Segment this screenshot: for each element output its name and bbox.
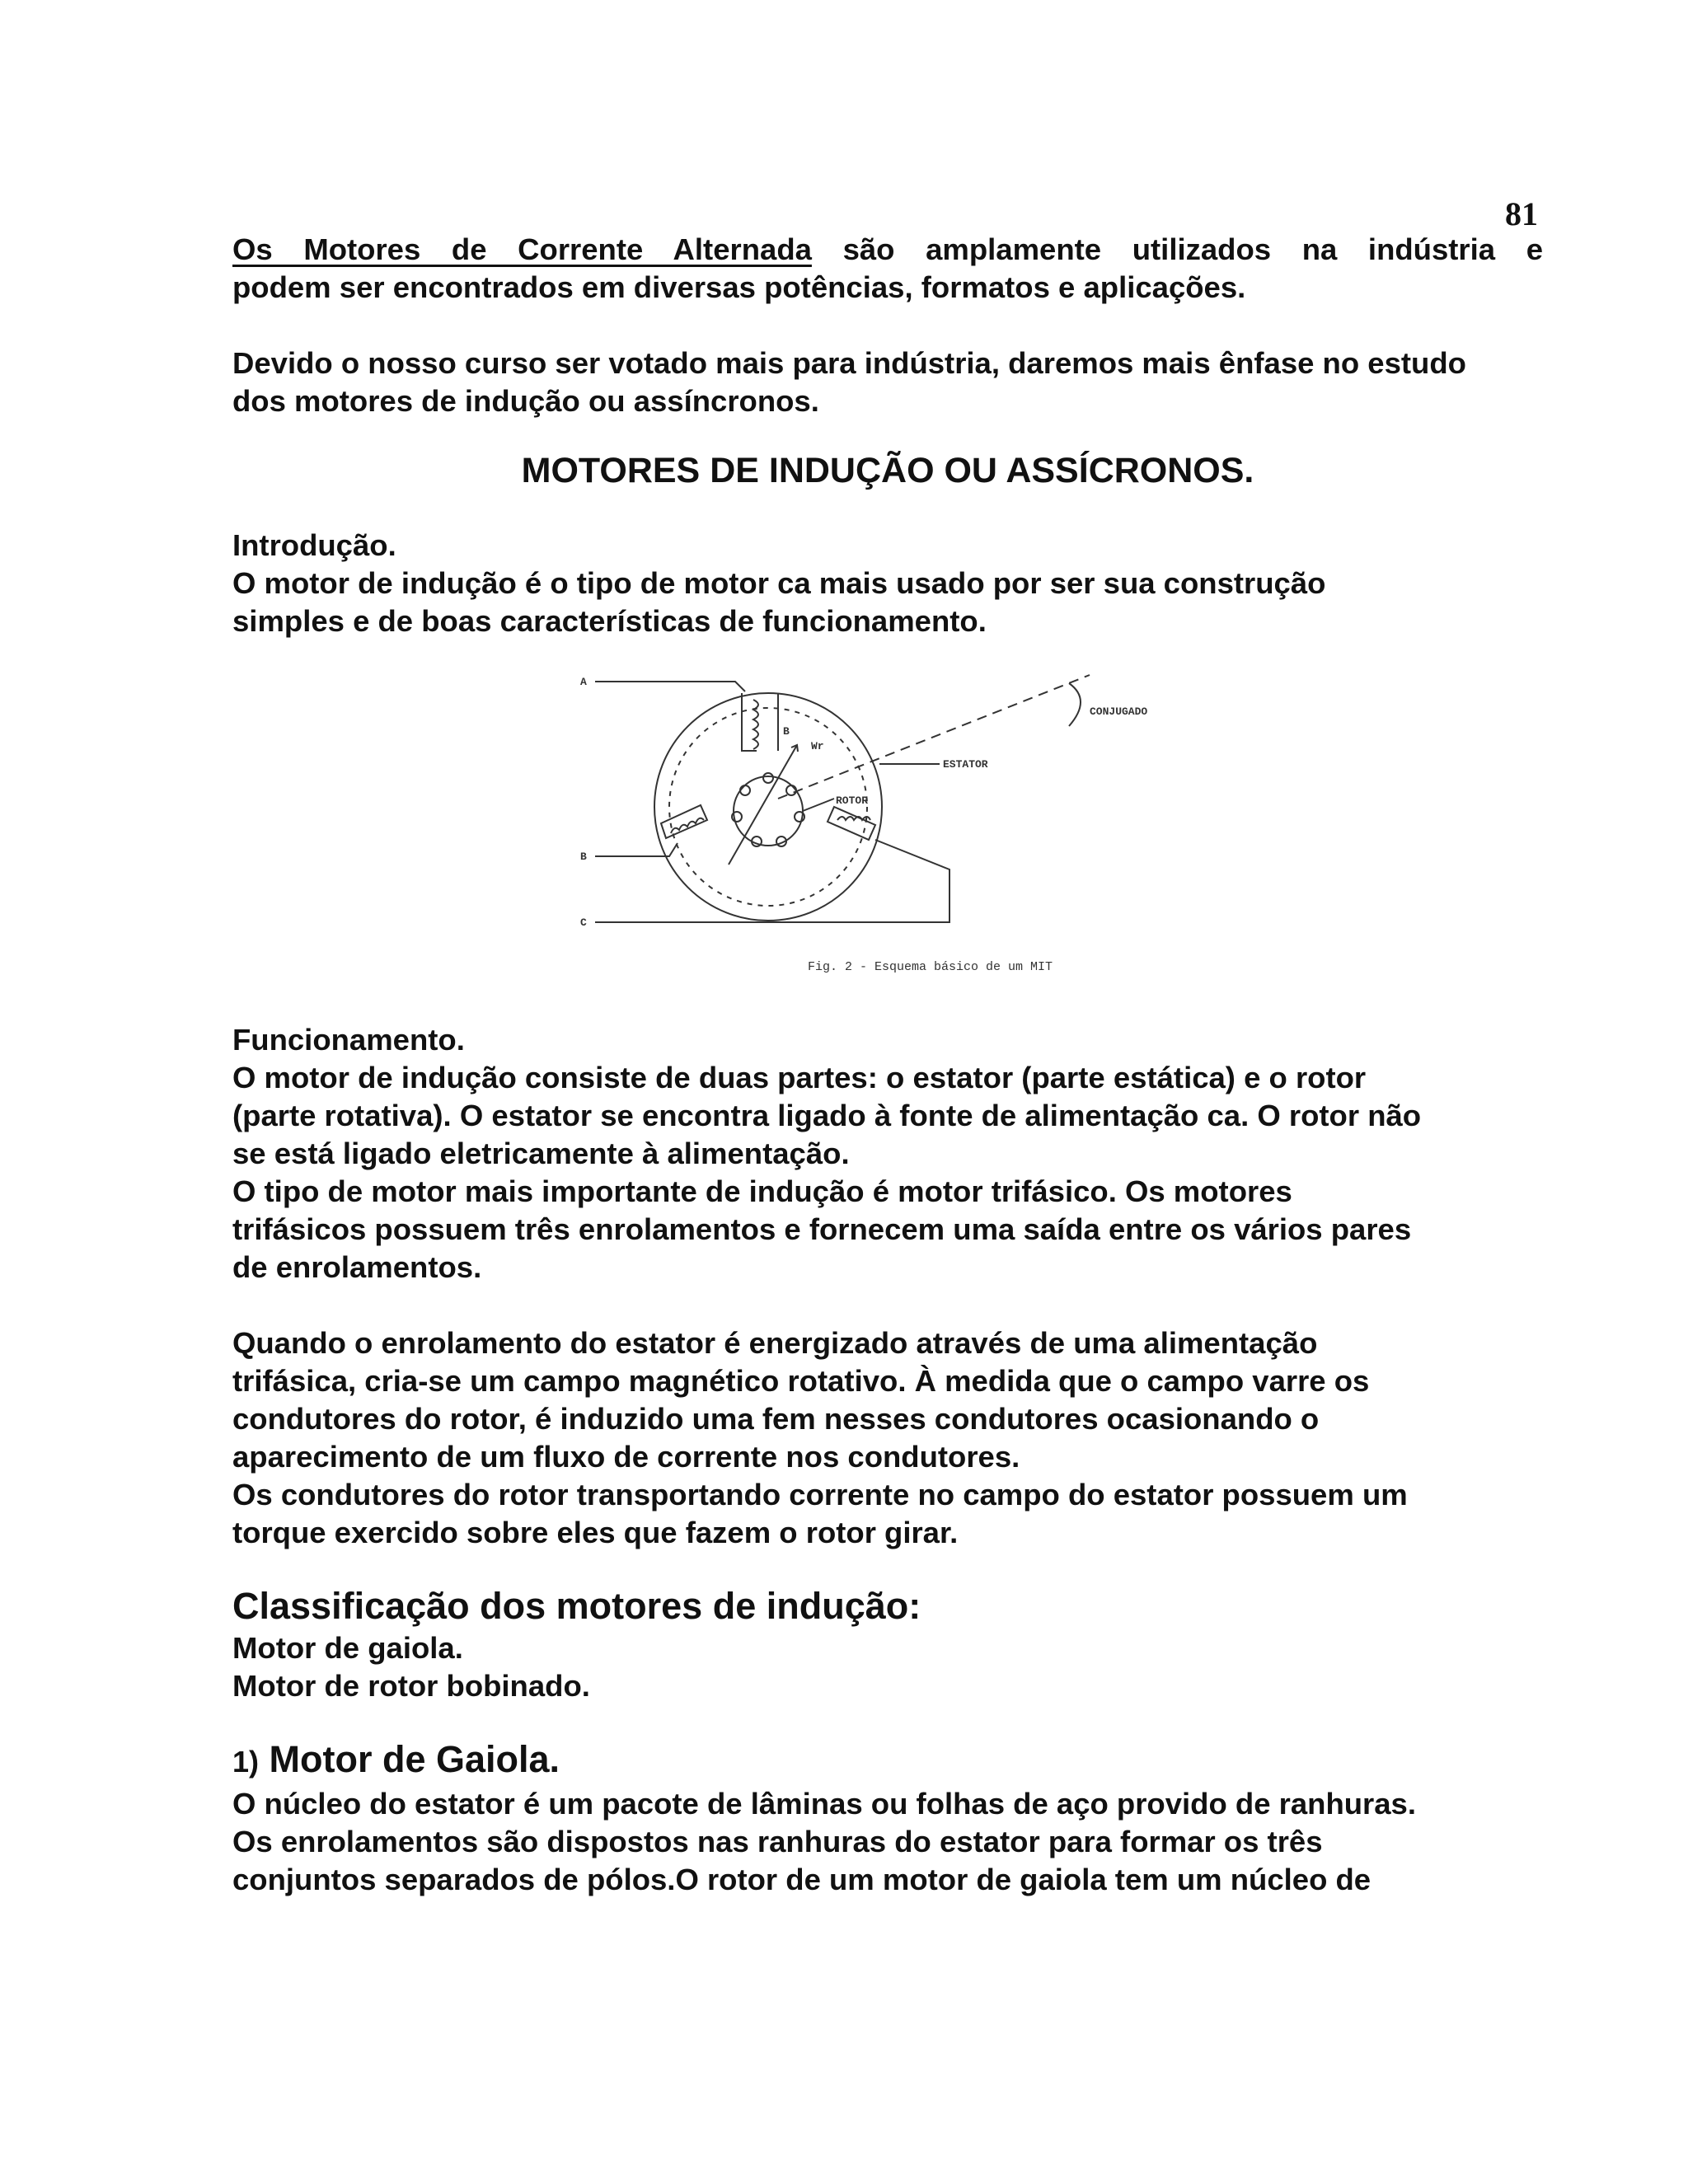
para3-line: trifásica, cria-se um campo magnético rotativo. À medida que o campo varre os (232, 1364, 1370, 1398)
classif-heading: Classificação dos motores de indução: (232, 1585, 921, 1627)
func-line: se está ligado eletricamente à alimentação. (232, 1137, 850, 1170)
para3-line: Quando o enrolamento do estator é energizado através de uma alimentação (232, 1326, 1318, 1360)
stator-outer-ring (654, 693, 882, 921)
wire-a (595, 682, 745, 691)
para3-line: aparecimento de um fluxo de corrente nos condutores. (232, 1440, 1020, 1474)
label-conjugado: CONJUGADO (1090, 705, 1148, 718)
rotor-circle (734, 776, 803, 846)
func-heading: Funcionamento. (232, 1023, 465, 1057)
func-line: trifásicos possuem três enrolamentos e fornecem uma saída entre os vários pares (232, 1212, 1412, 1246)
para1-line2: podem ser encontrados em diversas potências, formatos e aplicações. (232, 270, 1246, 304)
label-b-field: B (783, 725, 790, 738)
classif-item: Motor de rotor bobinado. (232, 1669, 590, 1703)
func-line: (parte rotativa). O estator se encontra ligado à fonte de alimentação ca. O rotor não (232, 1099, 1422, 1132)
para3-line: Os condutores do rotor transportando corrente no campo do estator possuem um (232, 1478, 1408, 1511)
conjugado-arc (1069, 683, 1081, 726)
gaiola-line: O núcleo do estator é um pacote de lâminas ou folhas de aço provido de ranhuras. (232, 1787, 1416, 1821)
para2-line2: dos motores de indução ou assíncronos. (232, 384, 819, 418)
gaiola-line: conjuntos separados de pólos.O rotor de um motor de gaiola tem um núcleo de (232, 1863, 1372, 1896)
page-body (232, 231, 1543, 1899)
label-rotor: ROTOR (836, 794, 869, 807)
label-a: A (580, 676, 587, 688)
pole-top (742, 693, 757, 751)
section-title: MOTORES DE INDUÇÃO OU ASSÍCRONOS. (521, 451, 1254, 490)
label-b: B (580, 851, 587, 863)
wire-c (595, 840, 950, 922)
gaiola-line: Os enrolamentos são dispostos nas ranhuras do estator para formar os três (232, 1825, 1323, 1858)
label-c: C (580, 916, 587, 929)
intro-line1: O motor de indução é o tipo de motor ca mais usado por ser sua construção (232, 566, 1326, 600)
conjugado-line (778, 675, 1090, 799)
rotor-leader (803, 799, 834, 811)
func-line: de enrolamentos. (232, 1250, 482, 1284)
func-line: O tipo de motor mais importante de indução é motor trifásico. Os motores (232, 1174, 1292, 1208)
motor-diagram-figure (232, 658, 1543, 1005)
coil-left (671, 818, 704, 833)
underlined-phrase: Os Motores de Corrente Alternada (232, 232, 812, 266)
intro-heading: Introdução. (232, 528, 396, 562)
intro-line2: simples e de boas características de funcionamento. (232, 604, 987, 638)
figure-caption: Fig. 2 - Esquema básico de um MIT (808, 960, 1053, 974)
induction-motor-diagram (562, 658, 1189, 996)
func-line: O motor de indução consiste de duas partes: o estator (parte estática) e o rotor (232, 1061, 1367, 1094)
pole-right (828, 807, 875, 840)
para3-line: condutores do rotor, é induzido uma fem nesses condutores ocasionando o (232, 1402, 1320, 1436)
pole-left (661, 805, 707, 838)
para3-line: torque exercido sobre eles que fazem o rotor girar. (232, 1516, 959, 1549)
label-wr: Wr (811, 740, 824, 752)
gaiola-heading: 1) Motor de Gaiola. (232, 1738, 560, 1780)
coil-top (753, 700, 758, 749)
classif-item: Motor de gaiola. (232, 1631, 463, 1665)
label-estator: ESTATOR (943, 758, 988, 771)
page-number: 81 (1505, 195, 1538, 232)
para2-line1: Devido o nosso curso ser votado mais para indústria, daremos mais ênfase no estudo (232, 346, 1466, 380)
para1-line1: Os Motores de Corrente Alternada são amplamente utilizados na indústria e (232, 232, 1543, 266)
rotation-axis (729, 745, 797, 865)
